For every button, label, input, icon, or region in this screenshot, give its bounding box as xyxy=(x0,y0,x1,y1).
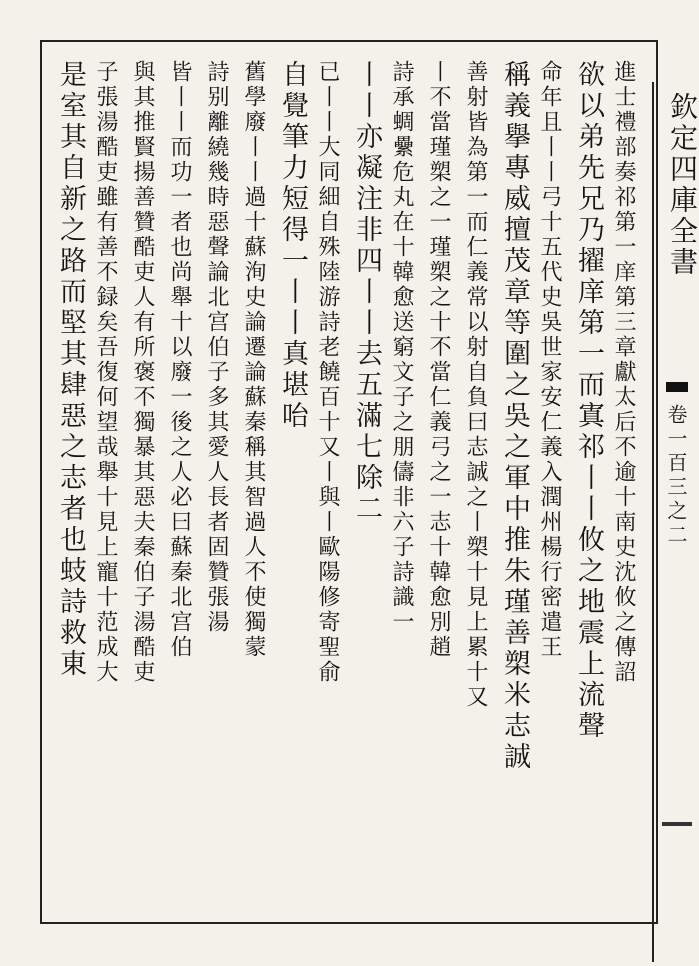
column-text: 已丨丨大同細自殊陸游詩老饒百十又丨與丨歐陽修寄聖俞 xyxy=(315,60,340,685)
text-column xyxy=(464,60,502,920)
column-text: 舊學廢丨丨過十蘇洵史論遷論蘇秦稱其智過人不使獨蒙 xyxy=(241,60,266,660)
text-column xyxy=(427,60,465,920)
text-column xyxy=(242,60,280,920)
column-text: 欲以弟先兄乃擢庠第一而寘祁丨丨攸之地震上流聲 xyxy=(573,60,604,742)
text-column xyxy=(575,60,613,920)
fish-tail-mark xyxy=(666,382,688,392)
book-title: 欽定四庫全書 xyxy=(666,92,699,278)
text-column xyxy=(279,60,317,920)
volume-label: 卷一百三之二 xyxy=(664,404,688,548)
text-column xyxy=(205,60,243,920)
column-text: 進士禮部奏祁第一庠第三章獻太后不逾十南史沈攸之傳詔 xyxy=(611,60,636,685)
column-text: 命年且丨丨弓十五代史吳世家安仁義入潤州楊行密遣王 xyxy=(537,60,562,660)
column-text: 詩别離繞幾時惡聲論北宫伯子多其愛人長者固贊張湯 xyxy=(204,60,229,635)
text-column xyxy=(353,60,391,920)
text-column xyxy=(538,60,576,920)
text-column xyxy=(316,60,354,920)
text-column xyxy=(501,60,539,920)
header-margin xyxy=(652,82,698,962)
column-text: 詩承蜩纍危丸在十韓愈送窮文子之朋儔非六子詩識一 xyxy=(389,60,414,635)
column-text: 善射皆為第一而仁義常以射自負曰志誠之丨槊十見上累十又 xyxy=(463,60,488,710)
text-column xyxy=(612,60,650,920)
column-text: 皆丨丨而功一者也尚舉十以廢一後之人必曰蘇秦北宫伯 xyxy=(167,60,192,660)
column-text: 與其推賢揚善贊酷吏人有所褒不獨暴其惡夫秦伯子湯酷吏 xyxy=(130,60,155,685)
column-text: 子張湯酷吏雖有善不録矣吾復何望哉舉十見上寵十范成大 xyxy=(93,60,118,685)
margin-tick xyxy=(662,822,692,826)
text-column xyxy=(168,60,206,920)
page-frame xyxy=(40,40,699,924)
column-text: 是室其自新之路而堅其肆惡之志者也蚑詩救東 xyxy=(55,60,86,680)
column-text: 丨丨亦凝注非四丨丨去五滿七除二 xyxy=(351,60,382,525)
column-text: 稱義擧專威擅茂章等圍之吳之軍中推朱瑾善槊米志誠 xyxy=(499,60,530,773)
text-column xyxy=(57,60,95,920)
column-text: 自覺筆力短得一丨丨真堪咍 xyxy=(277,60,308,432)
text-column xyxy=(94,60,132,920)
text-column xyxy=(131,60,169,920)
text-column xyxy=(390,60,428,920)
column-text: 丨不當瑾槊之一瑾槊之十不當仁義弓之一志十韓愈別趙 xyxy=(426,60,451,660)
